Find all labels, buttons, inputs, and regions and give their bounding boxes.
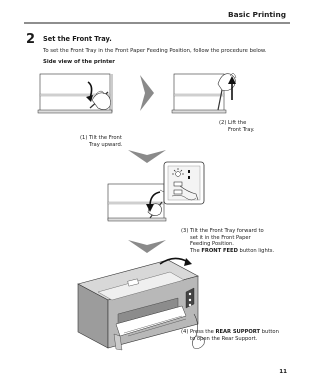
illustration-tray-forward	[108, 162, 208, 224]
step-title: Set the Front Tray.	[43, 35, 112, 43]
caption-2-line-2: Front Tray.	[228, 126, 255, 133]
front-feed-label: FRONT FEED	[201, 247, 238, 254]
caption-step-4	[181, 329, 296, 342]
caption-1-line-2: Tray upward.	[89, 141, 123, 148]
page-number: 11	[279, 369, 287, 375]
caption-step-2	[219, 120, 289, 133]
down-arrow-icon	[128, 240, 166, 253]
step-number: 2	[26, 32, 36, 47]
caption-3-line-3: Feeding Position.	[190, 241, 234, 248]
caption-3-line-4-post: button lights.	[237, 247, 275, 254]
illustration-lift-tray	[172, 70, 238, 118]
header-rule	[24, 22, 290, 24]
caption-3-line-1: (3) Tilt the Front Tray forward to	[181, 228, 264, 234]
step-intro: To set the Front Tray in the Front Paper Feeding Position, follow the procedure below.	[43, 48, 267, 54]
right-arrow-icon	[140, 75, 154, 111]
caption-3-line-2: set it in the Front Paper	[190, 234, 251, 241]
caption-1-line-1: (1) Tilt the Front	[80, 135, 122, 141]
caption-2-line-1: (2) Lift the	[219, 120, 247, 126]
section-title: Basic Printing	[228, 10, 286, 19]
caption-4-line-1	[181, 329, 296, 336]
page-header	[0, 0, 300, 28]
illustration-tilt-tray	[38, 70, 130, 118]
caption-4-line-1-pre: (4) Press the	[181, 329, 216, 335]
subheading: Side view of the printer	[43, 59, 115, 65]
caption-step-3	[181, 228, 296, 254]
rear-support-label: REAR SUPPORT	[215, 329, 261, 335]
caption-step-1	[80, 135, 160, 148]
caption-4-line-1-post: button	[260, 329, 279, 335]
caption-4-line-2: to open the Rear Support.	[190, 335, 258, 342]
caption-3-line-4-pre: The	[190, 247, 202, 254]
